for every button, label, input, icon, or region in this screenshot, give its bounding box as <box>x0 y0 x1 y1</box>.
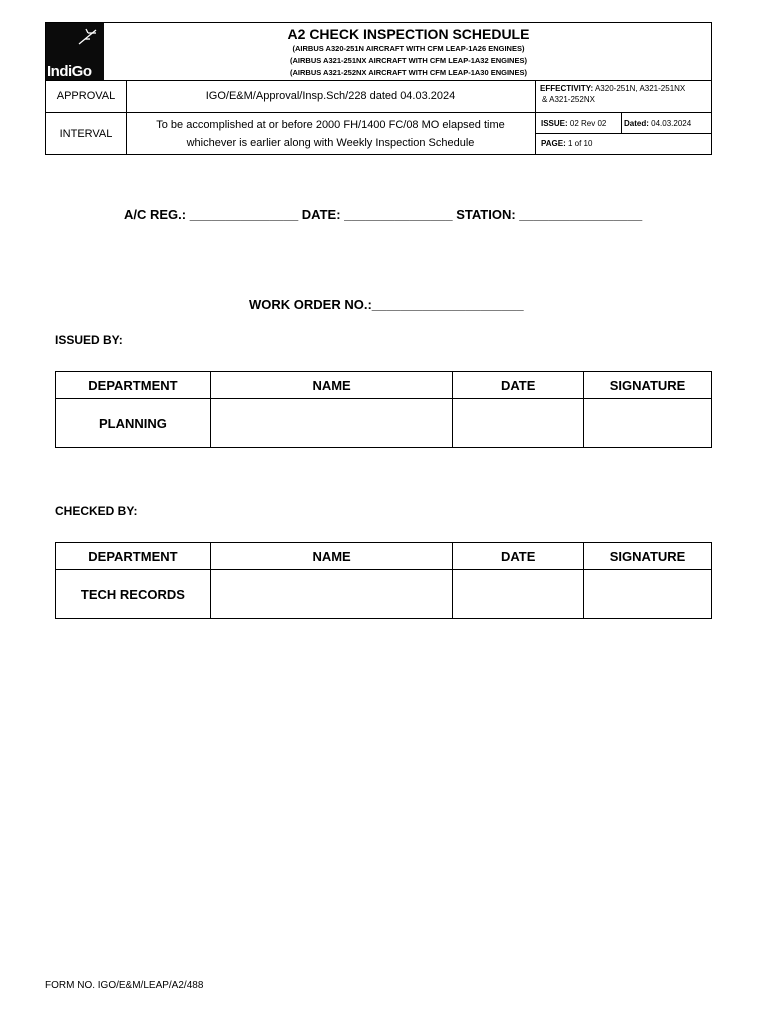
column-header-signature: SIGNATURE <box>584 372 712 399</box>
name-cell <box>210 399 453 448</box>
issued-by-table <box>55 371 712 448</box>
name-cell <box>210 570 453 619</box>
table-row <box>56 570 712 619</box>
header-title-block <box>46 23 711 81</box>
dated-value: 04.03.2024 <box>651 118 692 128</box>
column-header-date: DATE <box>453 372 584 399</box>
subtitle-a321-252nx: (AIRBUS A321-252NX AIRCRAFT WITH CFM LEAP-1A30 ENGINES) <box>290 68 527 77</box>
date-cell <box>453 570 584 619</box>
issue-value: 02 Rev 02 <box>569 118 607 128</box>
plane-icon <box>76 27 100 47</box>
checked-by-label: CHECKED BY: <box>55 504 138 518</box>
column-header-date: DATE <box>453 543 584 570</box>
interval-value <box>126 113 536 154</box>
column-header-department: DEPARTMENT <box>56 372 211 399</box>
issue-row <box>536 113 711 134</box>
table-header-row <box>56 372 712 399</box>
issue-cell <box>536 113 622 133</box>
department-cell: PLANNING <box>56 399 211 448</box>
effectivity-value-2: & A321-252NX <box>542 95 595 104</box>
interval-line-1: To be accomplished at or before 2000 FH/1400 FC/08 MO elapsed time <box>156 118 505 131</box>
signature-cell <box>584 570 712 619</box>
form-number: FORM NO. IGO/E&M/LEAP/A2/488 <box>45 980 204 991</box>
interval-line-2: whichever is earlier along with Weekly Inspection Schedule <box>186 136 475 149</box>
subtitle-a321-251nx: (AIRBUS A321-251NX AIRCRAFT WITH CFM LEAP-1A32 ENGINES) <box>290 56 527 65</box>
interval-row <box>46 113 711 154</box>
page-cell <box>536 133 711 154</box>
effectivity-label: EFFECTIVITY: <box>540 84 594 93</box>
table-header-row <box>56 543 712 570</box>
approval-value: IGO/E&M/Approval/Insp.Sch/228 dated 04.03.2024 <box>126 80 536 112</box>
signature-cell <box>584 399 712 448</box>
document-header <box>45 22 712 155</box>
column-header-name: NAME <box>210 372 453 399</box>
checked-by-table <box>55 542 712 619</box>
table-row <box>56 399 712 448</box>
ac-reg-date-station-fields: A/C REG.: _______________ DATE: _______________ STATION: _________________ <box>124 207 643 222</box>
work-order-field: WORK ORDER NO.:_____________________ <box>249 297 524 312</box>
page-value: 1 of 10 <box>567 139 593 148</box>
dated-label: Dated: <box>624 118 649 128</box>
interval-label: INTERVAL <box>46 113 127 154</box>
subtitle-a320: (AIRBUS A320-251N AIRCRAFT WITH CFM LEAP-1A26 ENGINES) <box>292 44 525 53</box>
column-header-department: DEPARTMENT <box>56 543 211 570</box>
indigo-logo <box>46 23 104 80</box>
approval-label: APPROVAL <box>46 80 127 112</box>
logo-text: IndiGo <box>47 63 92 80</box>
document-title: A2 CHECK INSPECTION SCHEDULE <box>287 26 530 42</box>
dated-cell <box>622 113 711 133</box>
department-cell: TECH RECORDS <box>56 570 211 619</box>
issue-label: ISSUE: <box>541 118 568 128</box>
issued-by-label: ISSUED BY: <box>55 333 123 347</box>
column-header-name: NAME <box>210 543 453 570</box>
column-header-signature: SIGNATURE <box>584 543 712 570</box>
page-label: PAGE: <box>541 139 566 148</box>
issue-page-cell <box>536 113 711 154</box>
approval-row <box>46 80 711 113</box>
date-cell <box>453 399 584 448</box>
effectivity-value: A320-251N, A321-251NX <box>594 84 686 93</box>
